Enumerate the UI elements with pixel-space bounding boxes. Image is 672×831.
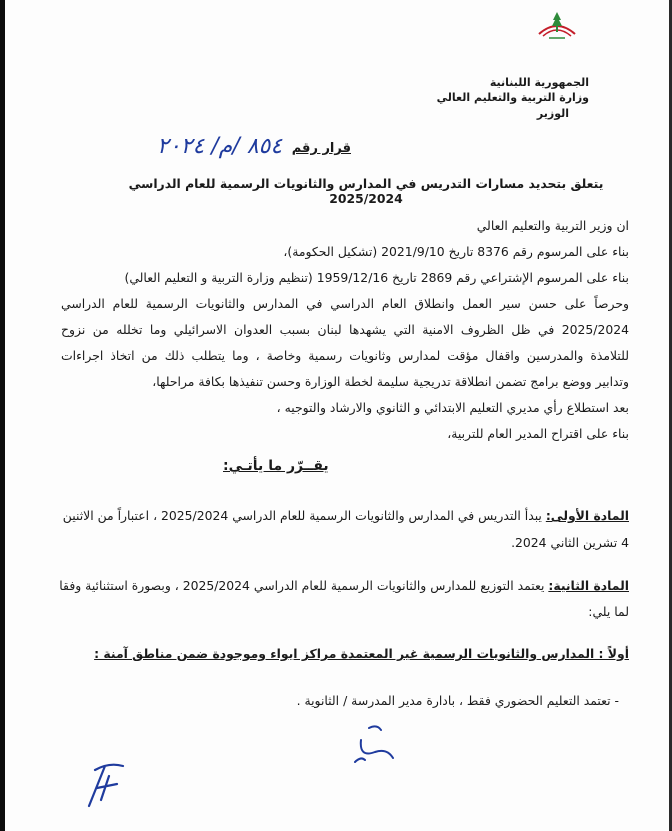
- preamble-line: وتدابير ووضع برامج تضمن انطلاقة تدريجية سليمة لخطة الوزارة وحسن تنفيذها بكافة مراحلها،: [152, 374, 629, 389]
- document-page: [5, 0, 669, 831]
- initials-signature-right: [347, 718, 407, 768]
- preamble-line: للتلامذة والمدرسين واقفال مؤقت لمدارس وثانويات رسمية وخاصة ، وما يتطلب ذلك من اتخاذ اجراءات: [61, 348, 629, 363]
- section-1-heading: أولاً : المدارس والثانويات الرسمية غير المعتمدة مراكز ايواء وموجودة ضمن مناطق آمنة :: [94, 646, 629, 661]
- decision-subject: يتعلق بتحديد مسارات التدريس في المدارس والثانويات الرسمية للعام الدراسي 2025/2024: [128, 176, 604, 206]
- article-1-line-1: [61, 508, 629, 523]
- article-2-line-1: [61, 578, 629, 593]
- preamble-line: ان وزير التربية والتعليم العالي: [476, 218, 629, 233]
- bullet-item: - تعتمد التعليم الحضوري فقط ، بادارة مدير المدرسة / الثانوية .: [296, 693, 619, 708]
- preamble-line: 2025/2024 في ظل الظروف الامنية التي يشهدها لبنان بسبب العدوان الاسرائيلي وما تخلله من نزوح: [61, 322, 629, 337]
- article-1-line-2: 4 تشرين الثاني 2024.: [511, 535, 629, 550]
- preamble-line: وحرصاً على حسن سير العمل وانطلاق العام الدراسي في المدارس والثانويات الرسمية للعام الدراسي: [61, 296, 629, 311]
- header-country: الجمهورية اللبنانية: [489, 76, 589, 89]
- preamble-line: بناء على المرسوم الإشتراعي رقم 2869 تاريخ 1959/12/16 (تنظيم وزارة التربية و التعليم العالي): [124, 270, 629, 285]
- preamble-line: بناء على المرسوم رقم 8376 تاريخ 2021/9/10 (تشكيل الحكومة)،: [283, 244, 629, 259]
- decision-number: ٨٥٤ /م/ ٢٠٢٤: [157, 134, 283, 159]
- article-2-title: المادة الثانية:: [548, 578, 629, 593]
- article-1-title: المادة الأولى:: [545, 508, 629, 523]
- preamble-line: بناء على اقتراح المدير العام للتربية،: [447, 426, 629, 441]
- decision-label: قرار رقم: [291, 141, 351, 156]
- preamble-line: بعد استطلاع رأي مديري التعليم الابتدائي و الثانوي والارشاد والتوجيه ،: [276, 400, 629, 415]
- article-1-text: يبدأ التدريس في المدارس والثانويات الرسمية للعام الدراسي 2025/2024 ، اعتباراً من الاثنين: [62, 508, 546, 523]
- header-minister: الوزير: [536, 107, 569, 120]
- initials-signature-left: [79, 756, 135, 812]
- article-2-text: يعتمد التوزيع للمدارس والثانويات الرسمية للعام الدراسي 2025/2024 ، وبصورة استثنائية وفقا: [59, 578, 549, 593]
- article-2-line-2: لما يلي:: [588, 604, 629, 619]
- decides-heading: يقــرّر ما يأتـي:: [223, 458, 329, 474]
- republic-emblem-icon: [519, 4, 595, 44]
- header-ministry: وزارة التربية والتعليم العالي: [436, 91, 589, 104]
